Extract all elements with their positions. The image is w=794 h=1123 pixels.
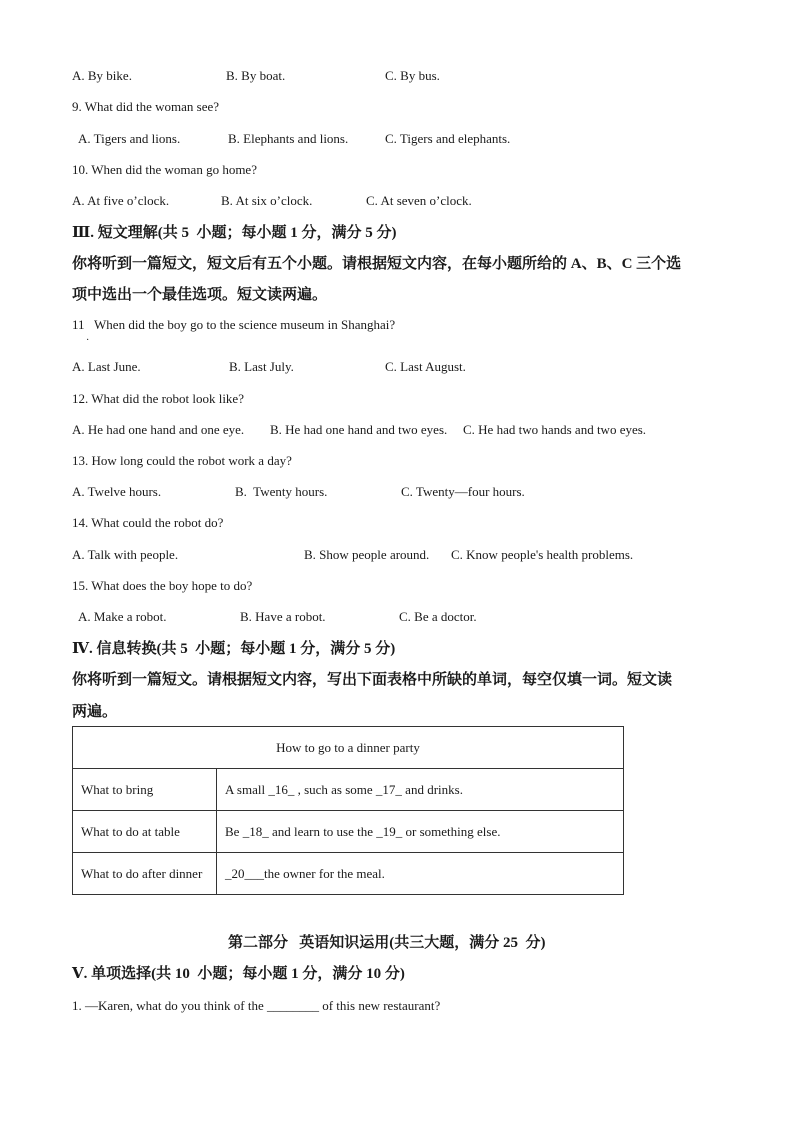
q10-option-b: B. At six o’clock. <box>221 193 313 208</box>
q11-option-b: B. Last July. <box>229 359 294 374</box>
q8-option-a: A. By bike. <box>72 68 132 83</box>
q10-option-a: A. At five o’clock. <box>72 193 170 208</box>
q12-option-c: C. He had two hands and two eyes. <box>463 422 647 437</box>
q15-option-b: B. Have a robot. <box>240 609 326 624</box>
q13-option-c: C. Twenty—four hours. <box>401 484 525 499</box>
information-table <box>72 726 624 895</box>
q9-option-c: C. Tigers and elephants. <box>385 131 511 146</box>
section3-instruction-line1: 你将听到一篇短文，短文后有五个小题。请根据短文内容，在每小题所给的 A、B、C 三个选 <box>72 256 682 272</box>
q14-question: 14. What could the robot do? <box>72 515 224 530</box>
section4-instruction-line1: 你将听到一篇短文。请根据短文内容，写出下面表格中所缺的单词，每空仅填一词。短文读 <box>72 672 673 688</box>
q14-option-a: A. Talk with people. <box>72 547 179 562</box>
q10-question: 10. When did the woman go home? <box>72 162 257 177</box>
table-row-label: What to do at table <box>73 811 217 853</box>
section4-heading: Ⅳ. 信息转换(共 5 小题；每小题 1 分，满分 5 分) <box>72 641 396 657</box>
q12-question: 12. What did the robot look like? <box>72 391 244 406</box>
part2-heading: 第二部分 英语知识运用(共三大题，满分 25 分) <box>228 935 546 951</box>
table-row-content: Be _18_ and learn to use the _19_ or something else. <box>217 811 624 853</box>
q10-option-c: C. At seven o’clock. <box>366 193 472 208</box>
q14-option-b: B. Show people around. <box>304 547 430 562</box>
q9-option-a: A. Tigers and lions. <box>78 131 181 146</box>
table-row <box>73 853 624 895</box>
section5-heading: Ⅴ. 单项选择(共 10 小题；每小题 1 分，满分 10 分) <box>72 966 405 982</box>
table-title: How to go to a dinner party <box>73 727 624 769</box>
section3-heading: Ⅲ. 短文理解(共 5 小题；每小题 1 分，满分 5 分) <box>72 225 397 241</box>
table-row-content: _20___the owner for the meal. <box>217 853 624 895</box>
table-title-row <box>73 727 624 769</box>
q11-option-c: C. Last August. <box>385 359 466 374</box>
q13-question: 13. How long could the robot work a day? <box>72 453 292 468</box>
table-row <box>73 769 624 811</box>
q14-option-c: C. Know people's health problems. <box>451 547 634 562</box>
section4-instruction-line2: 两遍。 <box>72 704 118 720</box>
q13-option-a: A. Twelve hours. <box>72 484 162 499</box>
table-row-label: What to bring <box>73 769 217 811</box>
q15-question: 15. What does the boy hope to do? <box>72 578 253 593</box>
q9-option-b: B. Elephants and lions. <box>228 131 349 146</box>
table-row <box>73 811 624 853</box>
q11-mark: · <box>86 335 90 346</box>
q11-option-a: A. Last June. <box>72 359 141 374</box>
q15-option-a: A. Make a robot. <box>78 609 167 624</box>
section3-instruction-line2: 项中选出一个最佳选项。短文读两遍。 <box>72 287 328 303</box>
table-row-label: What to do after dinner <box>73 853 217 895</box>
q1-question: 1. —Karen, what do you think of the ________ of this new restaurant? <box>72 998 441 1013</box>
q15-option-c: C. Be a doctor. <box>399 609 477 624</box>
q13-option-b: B. Twenty hours. <box>235 484 328 499</box>
table-row-content: A small _16_ , such as some _17_ and drinks. <box>217 769 624 811</box>
q8-option-c: C. By bus. <box>385 68 440 83</box>
q8-option-b: B. By boat. <box>226 68 286 83</box>
q9-question: 9. What did the woman see? <box>72 99 220 114</box>
q11-question: 11 When did the boy go to the science museum in Shanghai? <box>72 317 396 332</box>
q12-option-b: B. He had one hand and two eyes. <box>270 422 448 437</box>
q12-option-a: A. He had one hand and one eye. <box>72 422 245 437</box>
